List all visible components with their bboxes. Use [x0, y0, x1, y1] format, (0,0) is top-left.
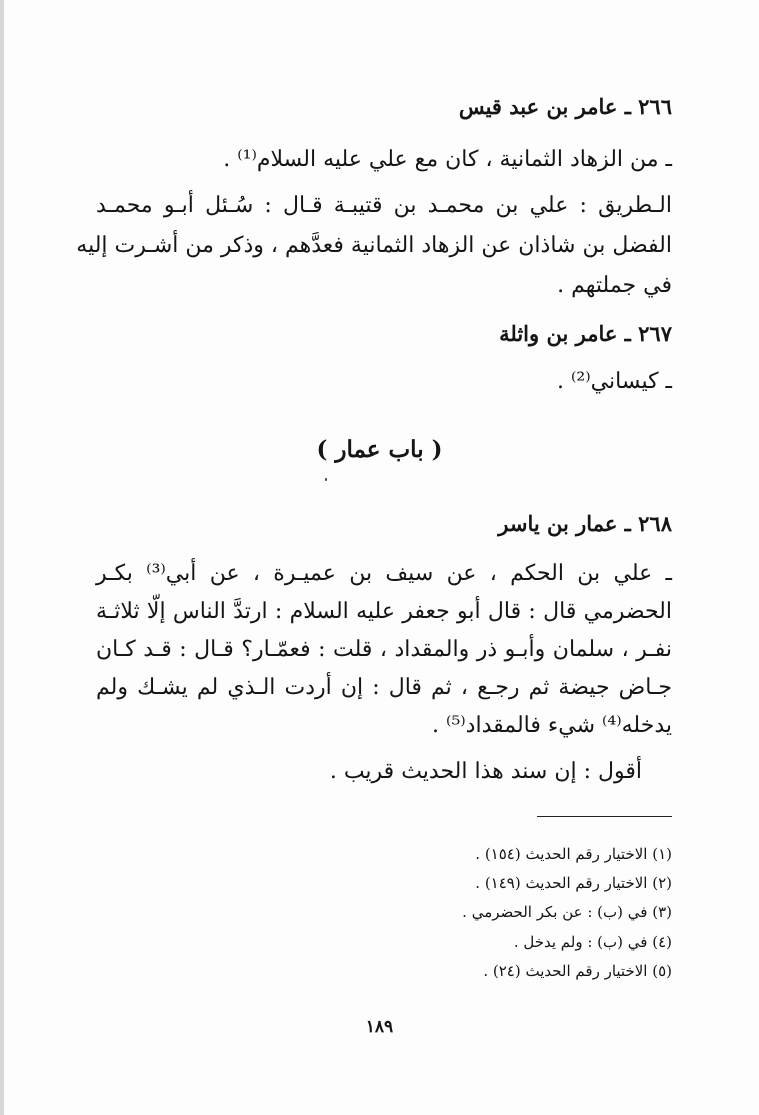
- entry-266-line-1: ـ من الزهاد الثمانية ، كان مع علي عليه السلام⁽¹⁾ .: [223, 147, 672, 172]
- footnote-5: (٥) الاختيار رقم الحديث (٢٤) .: [483, 962, 672, 980]
- footnote-4: (٤) في (ب) : ولم يدخل .: [513, 933, 672, 951]
- entry-266-line-2: الـطريق : علي بن محمـد بن قتيبـة قـال : سُـئل أبـو محمـد: [96, 193, 672, 218]
- footnote-2: (٢) الاختيار رقم الحديث (١٤٩) .: [475, 874, 672, 892]
- footnotes: [76, 0, 672, 1000]
- page-edge-shadow: [0, 0, 4, 1115]
- footnote-1: (١) الاختيار رقم الحديث (١٥٤) .: [475, 845, 672, 863]
- entry-267-line-1: ـ كيساني⁽²⁾ .: [557, 369, 672, 394]
- entry-266-line-4: في جملتهم .: [557, 273, 672, 298]
- footnote-3: (٣) في (ب) : عن بكر الحضرمي .: [462, 903, 672, 921]
- section-title: ( باب عمار ): [316, 436, 443, 463]
- entry-heading-268: ٢٦٨ ـ عمار بن ياسر: [498, 511, 672, 536]
- entry-268-line-1: ـ علي بن الحكم ، عن سيف بن عميـرة ، عن أبي⁽³⁾ بكـر: [96, 561, 672, 586]
- entry-268-line-4: جـاض جيضة ثم رجـع ، ثم قال : إن أردت الـذي لم يشـك ولم: [96, 675, 672, 700]
- entry-268-line-3: نفـر ، سلمان وأبـو ذر والمقداد ، قلت : فعمّـار؟ قـال : قـد كـان: [96, 637, 672, 662]
- page-number: ١٨٩: [365, 1017, 394, 1037]
- entry-268-line-2: الحضرمي قال : قال أبو جعفر عليه السلام : ارتدَّ الناس إلّا ثلاثـة: [96, 599, 672, 624]
- entry-268-line-5: يدخله⁽⁴⁾ شيء فالمقداد⁽⁵⁾ .: [432, 713, 672, 738]
- entry-heading-267: ٢٦٧ ـ عامر بن واثلة: [499, 321, 672, 346]
- author-comment: أقول : إن سند هذا الحديث قريب .: [329, 759, 642, 784]
- entry-heading-266: ٢٦٦ ـ عامر بن عبد قيس: [458, 94, 672, 119]
- entry-266-line-3: الفضل بن شاذان عن الزهاد الثمانية فعدَّهم ، وذكر من أشـرت إليه: [76, 233, 672, 258]
